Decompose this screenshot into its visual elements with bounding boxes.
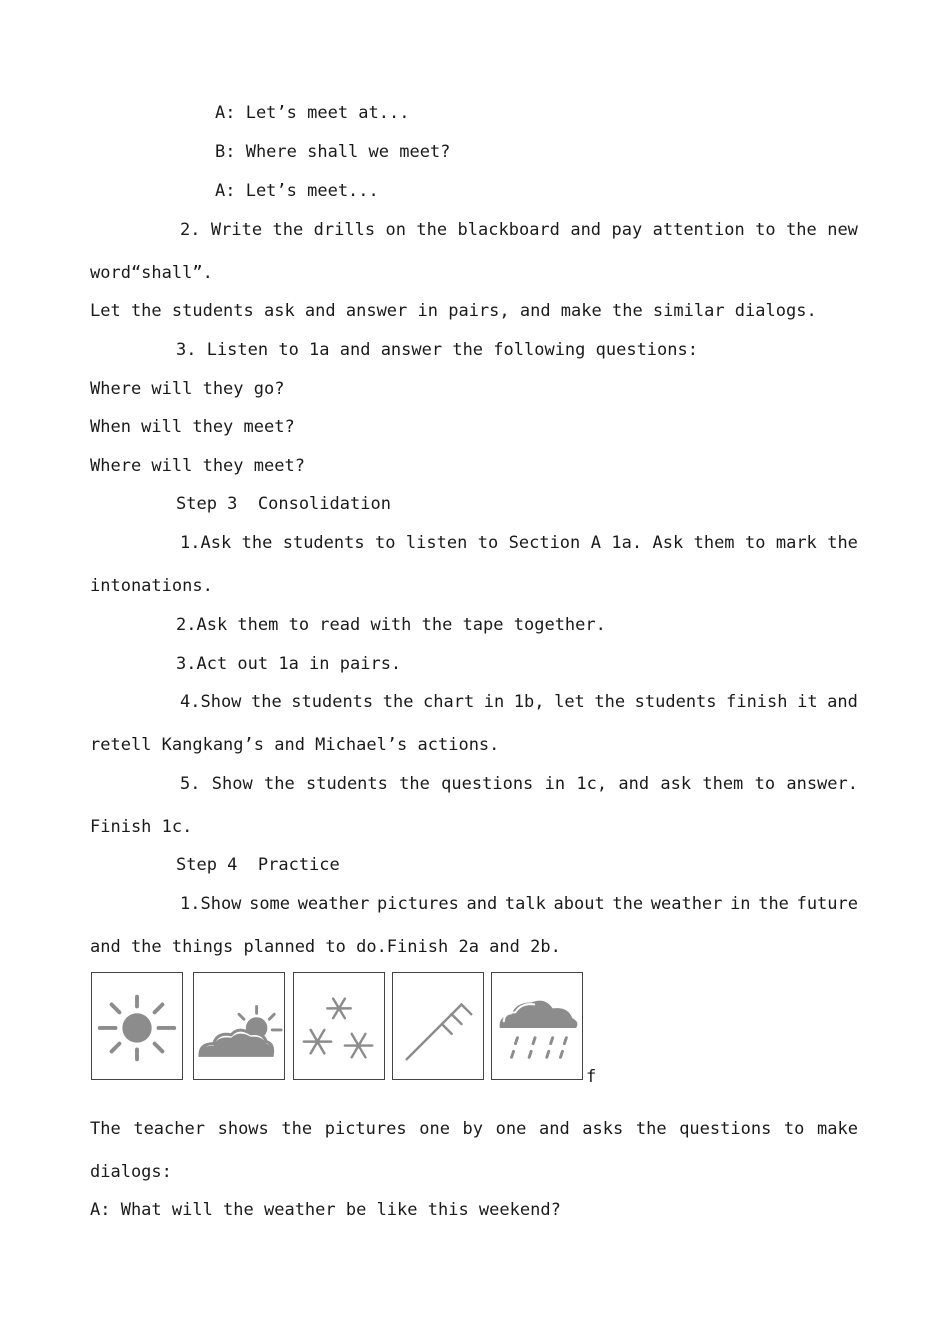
paragraph-line-17: retell Kangkang’s and Michael’s actions.: [90, 735, 500, 755]
sunny-icon: [91, 972, 183, 1080]
paragraph-line-19: Finish 1c.: [90, 817, 193, 837]
paragraph-line-15: 3.Act out 1a in pairs.: [176, 654, 402, 674]
question-line-3: Where will they meet?: [90, 456, 305, 476]
paragraph-line-16: 4.Show the students the chart in 1b, let the students finish it and: [180, 692, 858, 712]
paragraph-line-13: intonations.: [90, 576, 213, 596]
paragraph-line-21: 1.Show some weather pictures and talk about the weather in the future: [180, 894, 858, 914]
windy-icon: [392, 972, 484, 1080]
paragraph-line-22: and the things planned to do.Finish 2a and 2b.: [90, 937, 561, 957]
paragraph-line-4: 2. Write the drills on the blackboard and pay attention to the new: [180, 220, 858, 240]
paragraph-line-6: Let the students ask and answer in pairs, and make the similar dialogs.: [90, 301, 817, 321]
dialog-line-a1: A: Let’s meet at...: [215, 103, 410, 123]
snow-icon: [293, 972, 385, 1080]
paragraph-line-24: dialogs:: [90, 1162, 172, 1182]
partly-cloudy-icon: [193, 972, 285, 1080]
step-4-heading: Step 4 Practice: [176, 855, 340, 875]
step-3-heading: Step 3 Consolidation: [176, 494, 391, 514]
paragraph-line-7: 3. Listen to 1a and answer the following questions:: [176, 340, 698, 360]
question-line-2: When will they meet?: [90, 417, 295, 437]
dialog-line-a2: A: Let’s meet...: [215, 181, 379, 201]
question-line-1: Where will they go?: [90, 379, 285, 399]
paragraph-line-18: 5. Show the students the questions in 1c, and ask them to answer.: [180, 774, 858, 794]
dialog-line-weather: A: What will the weather be like this weekend?: [90, 1200, 561, 1220]
paragraph-line-12: 1.Ask the students to listen to Section A 1a. Ask them to mark the: [180, 533, 858, 553]
stray-mark: f: [586, 1067, 597, 1087]
paragraph-line-5: word“shall”.: [90, 263, 213, 283]
dialog-line-b: B: Where shall we meet?: [215, 142, 451, 162]
paragraph-line-23: The teacher shows the pictures one by one and asks the questions to make: [90, 1119, 858, 1139]
paragraph-line-14: 2.Ask them to read with the tape together.: [176, 615, 606, 635]
rain-icon: [491, 972, 583, 1080]
